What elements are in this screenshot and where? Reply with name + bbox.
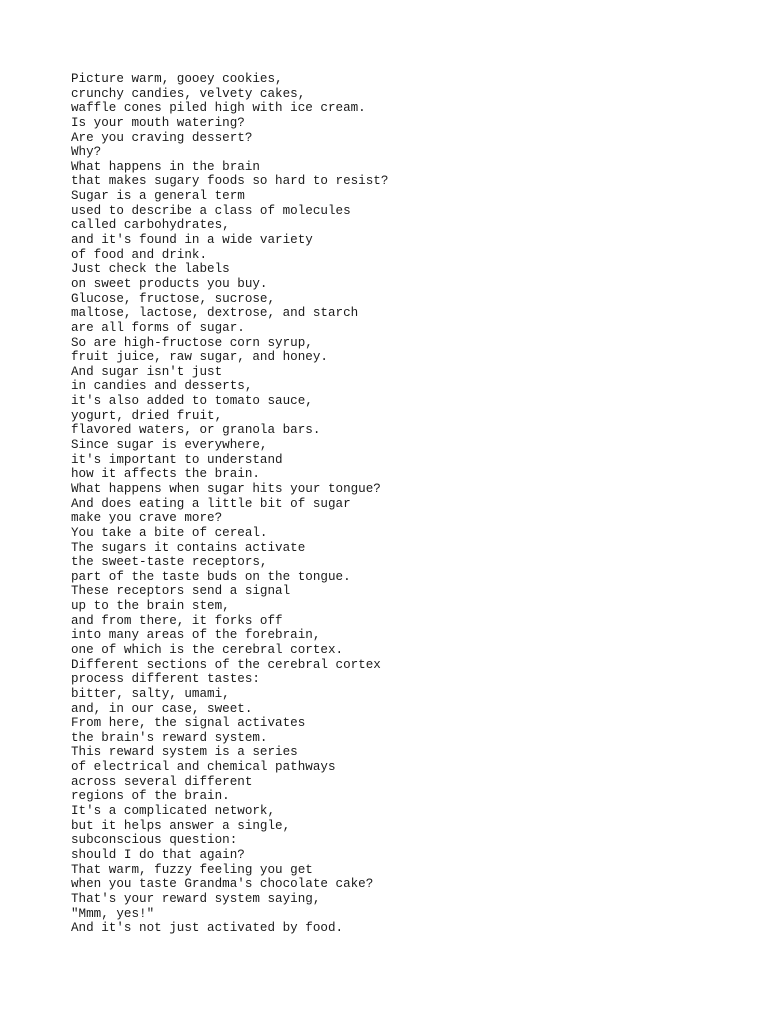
text-line: crunchy candies, velvety cakes, <box>71 86 306 101</box>
transcript-text <box>71 72 388 936</box>
text-line: Is your mouth watering? <box>71 115 245 130</box>
text-line: of food and drink. <box>71 247 208 262</box>
text-line: flavored waters, or granola bars. <box>71 423 321 438</box>
text-line: waffle cones piled high with ice cream. <box>71 101 366 116</box>
text-line: The sugars it contains activate <box>71 540 306 555</box>
text-line: but it helps answer a single, <box>71 818 291 833</box>
text-line: It's a complicated network, <box>71 804 276 819</box>
text-line: Since sugar is everywhere, <box>71 438 268 453</box>
text-line: "Mmm, yes!" <box>71 906 155 921</box>
text-line: maltose, lactose, dextrose, and starch <box>71 306 359 321</box>
text-line: This reward system is a series <box>71 745 298 760</box>
text-line: and from there, it forks off <box>71 613 283 628</box>
text-line: You take a bite of cereal. <box>71 525 268 540</box>
text-line: From here, the signal activates <box>71 716 306 731</box>
text-line: on sweet products you buy. <box>71 276 268 291</box>
text-line: Glucose, fructose, sucrose, <box>71 291 276 306</box>
text-line: That warm, fuzzy feeling you get <box>71 862 313 877</box>
text-line: part of the taste buds on the tongue. <box>71 569 351 584</box>
text-line: it's also added to tomato sauce, <box>71 394 313 409</box>
text-line: And sugar isn't just <box>71 364 223 379</box>
text-line: the brain's reward system. <box>71 730 268 745</box>
text-line: in candies and desserts, <box>71 379 253 394</box>
text-line: What happens in the brain <box>71 159 260 174</box>
text-line: And it's not just activated by food. <box>71 921 344 936</box>
text-line: into many areas of the forebrain, <box>71 628 321 643</box>
text-line: process different tastes: <box>71 672 260 687</box>
text-line: yogurt, dried fruit, <box>71 408 223 423</box>
text-line: Different sections of the cerebral cortex <box>71 657 381 672</box>
text-line: should I do that again? <box>71 847 245 862</box>
text-line: Are you craving dessert? <box>71 130 253 145</box>
text-line: Just check the labels <box>71 262 230 277</box>
text-line: the sweet-taste receptors, <box>71 555 268 570</box>
text-line: across several different <box>71 774 253 789</box>
text-line: What happens when sugar hits your tongue? <box>71 481 381 496</box>
text-line: are all forms of sugar. <box>71 320 245 335</box>
text-line: regions of the brain. <box>71 789 230 804</box>
text-line: Sugar is a general term <box>71 189 245 204</box>
text-line: These receptors send a signal <box>71 584 291 599</box>
text-line: and it's found in a wide variety <box>71 233 313 248</box>
text-line: that makes sugary foods so hard to resist? <box>71 174 389 189</box>
text-line: and, in our case, sweet. <box>71 701 253 716</box>
text-line: Why? <box>71 145 102 160</box>
text-line: And does eating a little bit of sugar <box>71 496 351 511</box>
text-line: So are high-fructose corn syrup, <box>71 335 313 350</box>
text-line: fruit juice, raw sugar, and honey. <box>71 350 328 365</box>
text-line: one of which is the cerebral cortex. <box>71 642 344 657</box>
text-line: called carbohydrates, <box>71 218 230 233</box>
text-line: how it affects the brain. <box>71 467 260 482</box>
text-line: of electrical and chemical pathways <box>71 760 336 775</box>
text-line: subconscious question: <box>71 833 238 848</box>
text-line: That's your reward system saying, <box>71 891 321 906</box>
text-line: used to describe a class of molecules <box>71 203 351 218</box>
text-line: it's important to understand <box>71 452 283 467</box>
text-line: up to the brain stem, <box>71 599 230 614</box>
text-line: Picture warm, gooey cookies, <box>71 72 283 86</box>
text-line: bitter, salty, umami, <box>71 686 230 701</box>
text-line: when you taste Grandma's chocolate cake? <box>71 877 374 892</box>
text-line: make you crave more? <box>71 511 223 526</box>
